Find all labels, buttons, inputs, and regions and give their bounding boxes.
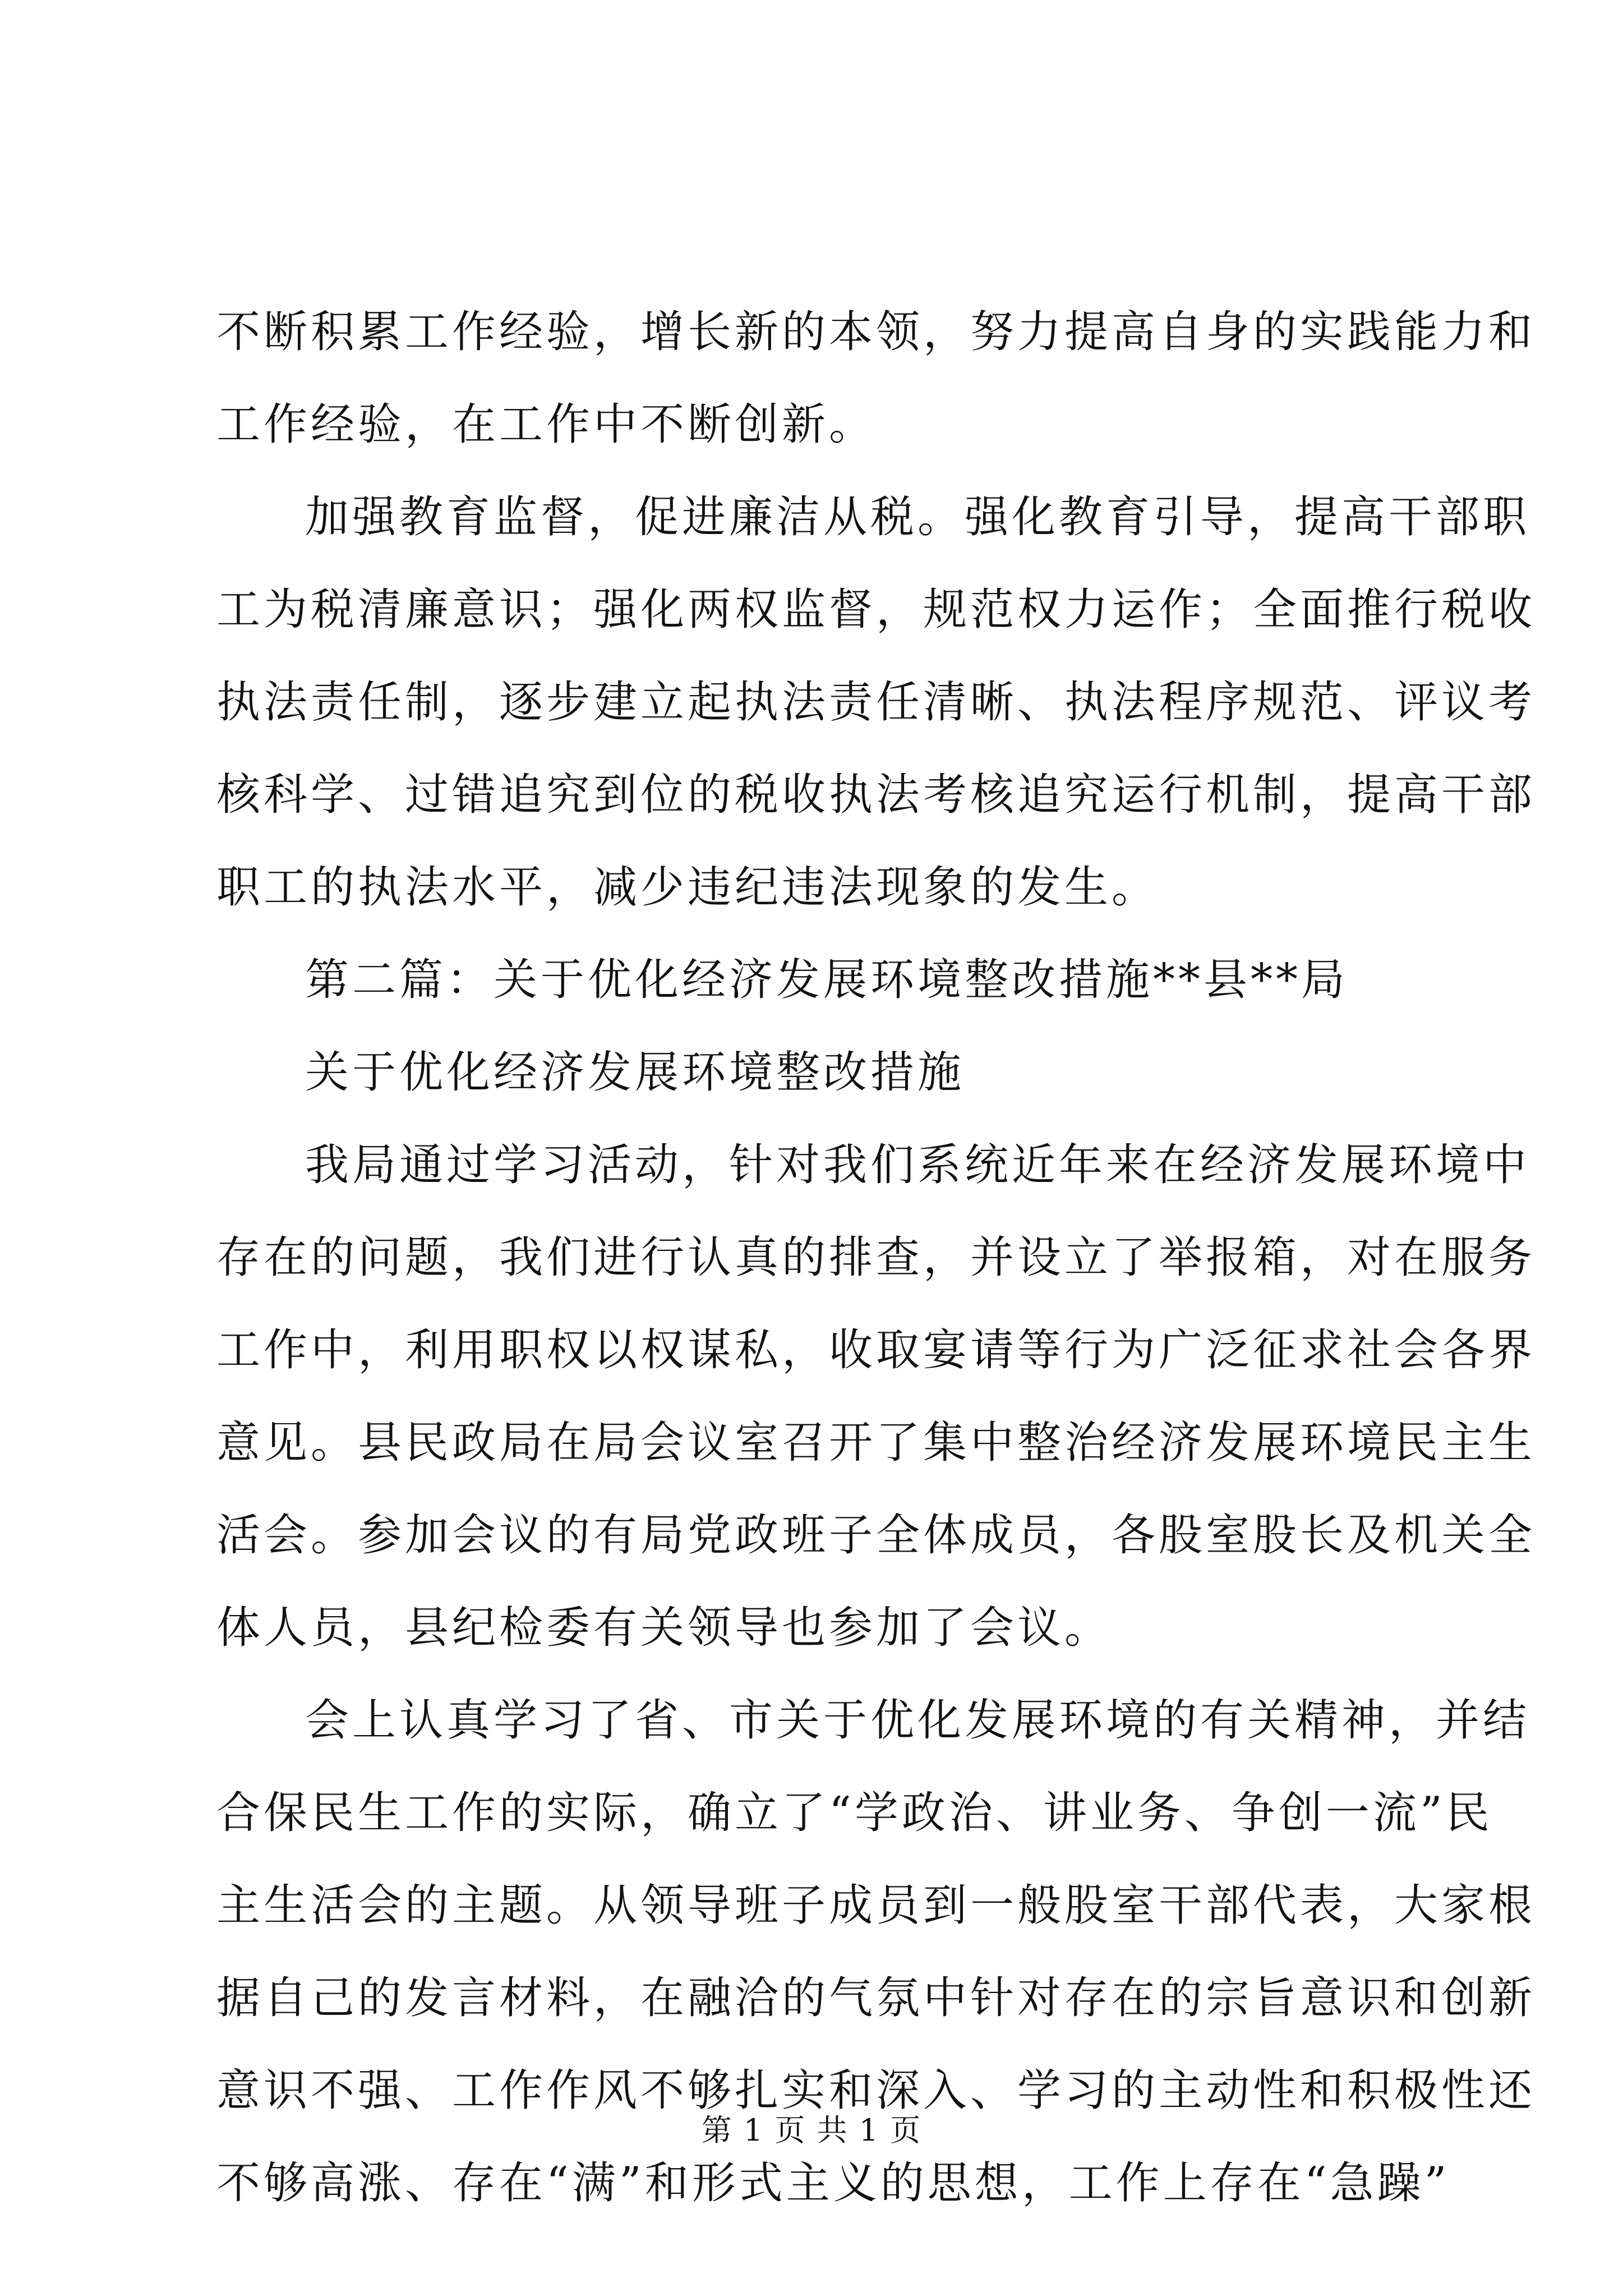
text-line: 合保民生工作的实际，确立了“学政治、讲业务、争创一流”民 xyxy=(216,1788,1493,1838)
text-line: 核科学、过错追究到位的税收执法考核追究运行机制，提高干部 xyxy=(216,770,1536,820)
text-line: 加强教育监督，促进廉洁从税。强化教育引导，提高干部职 xyxy=(305,492,1530,542)
text-line: 工作中，利用职权以权谋私，收取宴请等行为广泛征求社会各界 xyxy=(216,1325,1536,1375)
document-body xyxy=(216,286,1536,2230)
text-line: 执法责任制，逐步建立起执法责任清晰、执法程序规范、评议考 xyxy=(216,677,1536,728)
text-line: 意识不强、工作作风不够扎实和深入、学习的主动性和积极性还 xyxy=(216,2065,1536,2116)
text-line: 不断积累工作经验，增长新的本领，努力提高自身的实践能力和 xyxy=(216,307,1536,357)
paragraph-investigation xyxy=(216,1119,1536,1674)
paragraph-supervision xyxy=(216,471,1536,934)
text-line: 工作经验，在工作中不断创新。 xyxy=(216,399,877,450)
text-line: 体人员，县纪检委有关领导也参加了会议。 xyxy=(216,1603,1112,1653)
text-line: 会上认真学习了省、市关于优化发展环境的有关精神，并结 xyxy=(305,1695,1530,1746)
subheading-text: 关于优化经济发展环境整改措施 xyxy=(305,1047,965,1098)
section-subheading xyxy=(216,1027,1422,1119)
page-number-label: 第 1 页 共 1 页 xyxy=(701,2113,922,2148)
paragraph-continuation xyxy=(216,286,1536,471)
text-line: 存在的问题，我们进行认真的排查，并设立了举报箱，对在服务 xyxy=(216,1232,1536,1283)
heading-text: 第二篇：关于优化经济发展环境整改措施**县**局 xyxy=(305,955,1349,1005)
page-footer xyxy=(0,2106,1623,2150)
text-line: 工为税清廉意识；强化两权监督，规范权力运作；全面推行税收 xyxy=(216,585,1536,635)
section-heading xyxy=(216,934,1422,1027)
text-line: 据自己的发言材料，在融洽的气氛中针对存在的宗旨意识和创新 xyxy=(216,1973,1536,2023)
text-line: 活会。参加会议的有局党政班子全体成员，各股室股长及机关全 xyxy=(216,1510,1536,1561)
text-line: 主生活会的主题。从领导班子成员到一般股室干部代表，大家根 xyxy=(216,1880,1536,1931)
text-line: 我局通过学习活动，针对我们系统近年来在经济发展环境中 xyxy=(305,1140,1530,1190)
text-line: 不够高涨、存在“满”和形式主义的思想，工作上存在“急躁” xyxy=(216,2158,1450,2208)
text-line: 职工的执法水平，减少违纪违法现象的发生。 xyxy=(216,862,1159,913)
text-line: 意见。县民政局在局会议室召开了集中整治经济发展环境民主生 xyxy=(216,1418,1536,1468)
